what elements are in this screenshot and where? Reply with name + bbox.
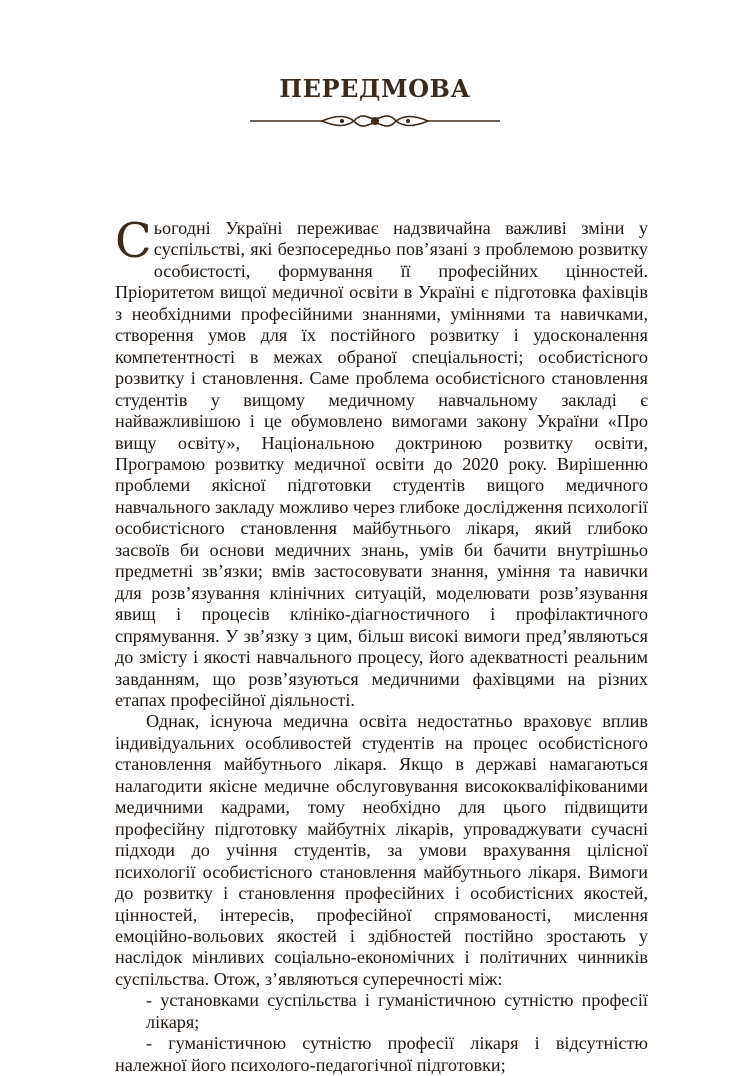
list-item: - гуманістичною сутністю професії лікаря і відсутністю належної його психолого-педагогічної підготовки; [115,1033,648,1075]
page-title: ПЕРЕДМОВА [279,74,471,103]
paragraph-1-text: ьогодні Україні переживає надзвичайна важливі зміни у суспільстві, які безпосередньо пов’язані з проблемою розвитку особистості, формування її професійних цінностей. Пріоритетом вищої медичної освіти в Україні є підготовка фахівців з необхідними професійними знаннями, уміннями та навичками, створення умов для їх постійного розвитку і удосконалення компетентності в межах обраної спеціальності; особистісного розвитку і становлення. Саме проблема особистісного становлення студентів у вищому медичному навчальному закладі є найважливішою і це обумовлено вимогами закону України «Про вищу освіту», Національною доктриною розвитку освіти, Програмою розвитку медичної освіти до 2020 року. Вирішенню проблеми якісної підготовки студентів вищого медичного навчального закладу можливо через глибоке дослідження психології особистісного становлення майбутнього лікаря, який глибоко засвоїв би основи медичних знань, умів би бачити внутрішньо предметні зв’язки; вмів застосовувати знання, уміння та навички для розв’язування клінічних ситуацій, моделювати розв’язування явищ і процесів клініко-діагностичного і профілактичного спрямування. У зв’язку з цим, більш високі вимоги пред’являються до змісту і якості навчального процесу, його адекватності реальним завданням, що розв’язуються медичними фахівцями на різних етапах професійної діяльності. [115,218,648,710]
paragraph-2: Однак, існуюча медична освіта недостатньо враховує вплив індивідуальних особливостей студентів на процес особистісного становлення майбутнього лікаря. Якщо в державі намагаються налагодити якісне медичне обслуговування висококваліфікованими медичними кадрами, тому необхідно для цього підвищити професійну підготовку майбутніх лікарів, упроваджувати сучасні підходи до учіння студентів, за умови врахування цілісної психології особистісного становлення майбутнього лікаря. Вимоги до розвитку і становлення професійних і особистісних якостей, цінностей, інтересів, професійної спрямованості, мислення емоційно-вольових якостей і здібностей постійно зростають у наслідок мінливих соціально-економічних і політичних чинників суспільства. Отож, з’являються суперечності між: [115,711,648,989]
title-ornament [250,109,500,133]
list-item: - установками суспільства і гуманістичною сутністю професії лікаря; [146,990,648,1032]
document-body [115,213,648,1076]
drop-cap: С [115,213,152,269]
ornament-divider-icon [250,109,500,133]
paragraph-1 [115,213,648,711]
